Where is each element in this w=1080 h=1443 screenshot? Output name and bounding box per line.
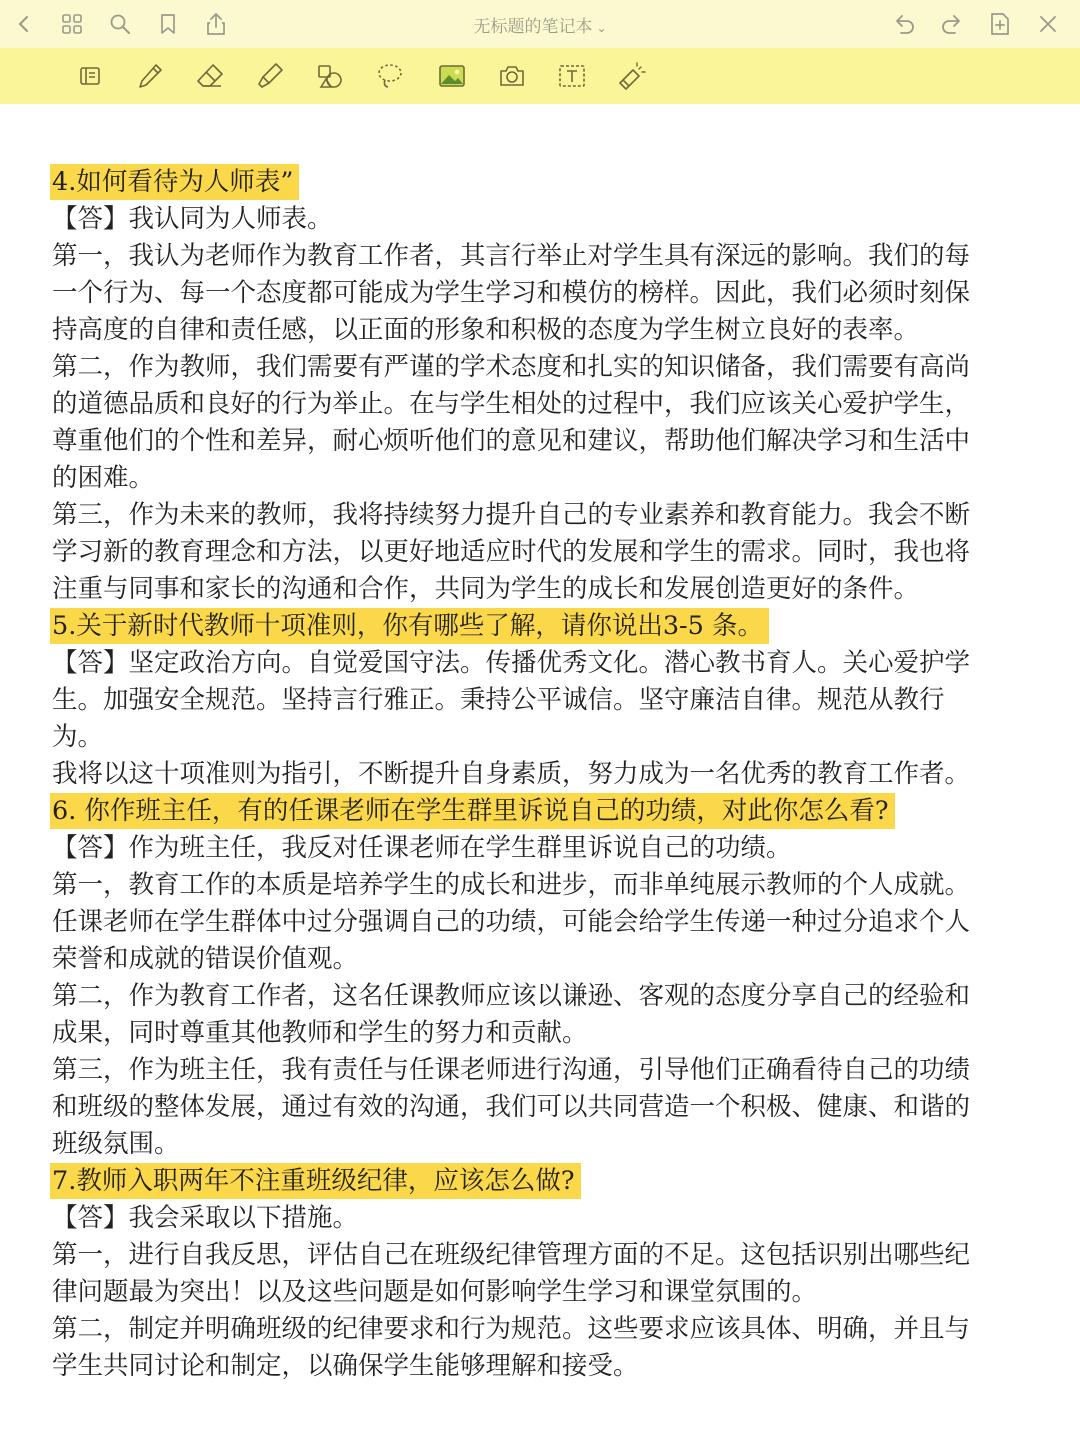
answer-text-line <box>52 460 1037 497</box>
close-icon[interactable] <box>1032 8 1064 40</box>
text-line: 第一，进行自我反思，评估自己在班级纪律管理方面的不足。这包括识别出哪些纪 <box>52 1240 971 1270</box>
question-heading <box>52 608 1037 645</box>
text-line: 持高度的自律和责任感，以正面的形象和积极的态度为学生树立良好的表率。 <box>52 315 920 345</box>
answer-text-line <box>52 1348 1037 1385</box>
redo-icon[interactable] <box>936 8 968 40</box>
answer-text-line <box>52 534 1037 571</box>
text-line: 第二，作为教育工作者，这名任课教师应该以谦逊、客观的态度分享自己的经验和 <box>52 981 971 1011</box>
answer-text-line <box>52 1089 1037 1126</box>
text-line: 的道德品质和良好的行为举止。在与学生相处的过程中，我们应该关心爱护学生， <box>52 389 971 419</box>
answer-text-line <box>52 1052 1037 1089</box>
text-line: 第一，我认为老师作为教育工作者，其言行举止对学生具有深远的影响。我们的每 <box>52 241 971 271</box>
text-box-icon[interactable] <box>554 58 590 94</box>
answer-text-line <box>52 201 1037 238</box>
reader-mode-icon[interactable] <box>72 58 108 94</box>
image-icon[interactable] <box>434 58 470 94</box>
highlighted-text: 6. 你作班主任，有的任课老师在学生群里诉说自己的功绩，对此你怎么看? <box>50 793 895 829</box>
answer-text-line <box>52 1237 1037 1274</box>
text-line: 一个行为、每一个态度都可能成为学生学习和模仿的榜样。因此，我们必须时刻保 <box>52 278 971 308</box>
text-line: 的困难。 <box>52 463 155 493</box>
text-line: 生。加强安全规范。坚持言行雅正。秉持公平诚信。坚守廉洁自律。规范从教行 <box>52 685 945 715</box>
chevron-down-icon: ⌄ <box>596 21 607 35</box>
answer-text-line <box>52 867 1037 904</box>
top-navigation-bar <box>0 0 1080 48</box>
notebook-title-text: 无标题的笔记本 <box>473 17 593 37</box>
answer-text-line <box>52 1200 1037 1237</box>
lasso-icon[interactable] <box>372 58 408 94</box>
highlighter-icon[interactable] <box>252 58 288 94</box>
highlighted-text: 7.教师入职两年不注重班级纪律，应该怎么做? <box>50 1163 581 1199</box>
text-line: 班级氛围。 <box>52 1129 180 1159</box>
highlighted-text: 5.关于新时代教师十项准则，你有哪些了解，请你说出3-5 条。 <box>50 608 769 644</box>
shapes-icon[interactable] <box>312 58 348 94</box>
text-line: 为。 <box>52 722 104 752</box>
text-line: 尊重他们的个性和差异，耐心烦听他们的意见和建议，帮助他们解决学习和生活中 <box>52 426 971 456</box>
answer-text-line <box>52 571 1037 608</box>
text-line: 第三，作为班主任，我有责任与任课老师进行沟通，引导他们正确看待自己的功绩 <box>52 1055 971 1085</box>
text-line: 【答】坚定政治方向。自觉爱国守法。传播优秀文化。潜心教书育人。关心爱护学 <box>52 648 971 678</box>
text-line: 第二，作为教师，我们需要有严谨的学术态度和扎实的知识储备，我们需要有高尚 <box>52 352 971 382</box>
answer-text-line <box>52 497 1037 534</box>
answer-text-line <box>52 756 1037 793</box>
text-line: 和班级的整体发展，通过有效的沟通，我们可以共同营造一个积极、健康、和谐的 <box>52 1092 971 1122</box>
text-line: 第三，作为未来的教师，我将持续努力提升自己的专业素养和教育能力。我会不断 <box>52 500 971 530</box>
answer-text-line <box>52 682 1037 719</box>
highlighted-text: 4.如何看待为人师表” <box>50 164 299 200</box>
answer-text-line <box>52 386 1037 423</box>
answer-text-line <box>52 904 1037 941</box>
answer-text-line <box>52 238 1037 275</box>
answer-text-line <box>52 830 1037 867</box>
laser-pointer-icon[interactable] <box>614 58 650 94</box>
answer-text-line <box>52 941 1037 978</box>
drawing-toolbar <box>0 48 1080 104</box>
answer-text-line <box>52 1015 1037 1052</box>
note-content[interactable] <box>52 164 1037 1385</box>
text-line: 注重与同事和家长的沟通和合作，共同为学生的成长和发展创造更好的条件。 <box>52 574 920 604</box>
answer-text-line <box>52 423 1037 460</box>
answer-text-line <box>52 275 1037 312</box>
text-line: 第一，教育工作的本质是培养学生的成长和进步，而非单纯展示教师的个人成就。 <box>52 870 971 900</box>
text-line: 第二，制定并明确班级的纪律要求和行为规范。这些要求应该具体、明确，并且与 <box>52 1314 971 1344</box>
eraser-icon[interactable] <box>192 58 228 94</box>
question-heading <box>52 1163 1037 1200</box>
answer-text-line <box>52 1274 1037 1311</box>
text-line: 学生共同讨论和制定，以确保学生能够理解和接受。 <box>52 1351 639 1381</box>
text-line: 我将以这十项准则为指引，不断提升自身素质，努力成为一名优秀的教育工作者。 <box>52 759 971 789</box>
text-line: 任课老师在学生群体中过分强调自己的功绩，可能会给学生传递一种过分追求个人 <box>52 907 971 937</box>
add-page-icon[interactable] <box>984 8 1016 40</box>
answer-text-line <box>52 1311 1037 1348</box>
text-line: 律问题最为突出！以及这些问题是如何影响学生学习和课堂氛围的。 <box>52 1277 818 1307</box>
text-line: 【答】我会采取以下措施。 <box>52 1203 359 1233</box>
undo-icon[interactable] <box>888 8 920 40</box>
camera-icon[interactable] <box>494 58 530 94</box>
answer-text-line <box>52 719 1037 756</box>
answer-text-line <box>52 1126 1037 1163</box>
answer-text-line <box>52 349 1037 386</box>
answer-text-line <box>52 645 1037 682</box>
answer-text-line <box>52 312 1037 349</box>
answer-text-line <box>52 978 1037 1015</box>
text-line: 【答】我认同为人师表。 <box>52 204 333 234</box>
question-heading <box>52 164 1037 201</box>
text-line: 学习新的教育理念和方法，以更好地适应时代的发展和学生的需求。同时，我也将 <box>52 537 971 567</box>
text-line: 荣誉和成就的错误价值观。 <box>52 944 359 974</box>
question-heading <box>52 793 1037 830</box>
pen-icon[interactable] <box>132 58 168 94</box>
text-line: 成果，同时尊重其他教师和学生的努力和贡献。 <box>52 1018 588 1048</box>
text-line: 【答】作为班主任，我反对任课老师在学生群里诉说自己的功绩。 <box>52 833 792 863</box>
